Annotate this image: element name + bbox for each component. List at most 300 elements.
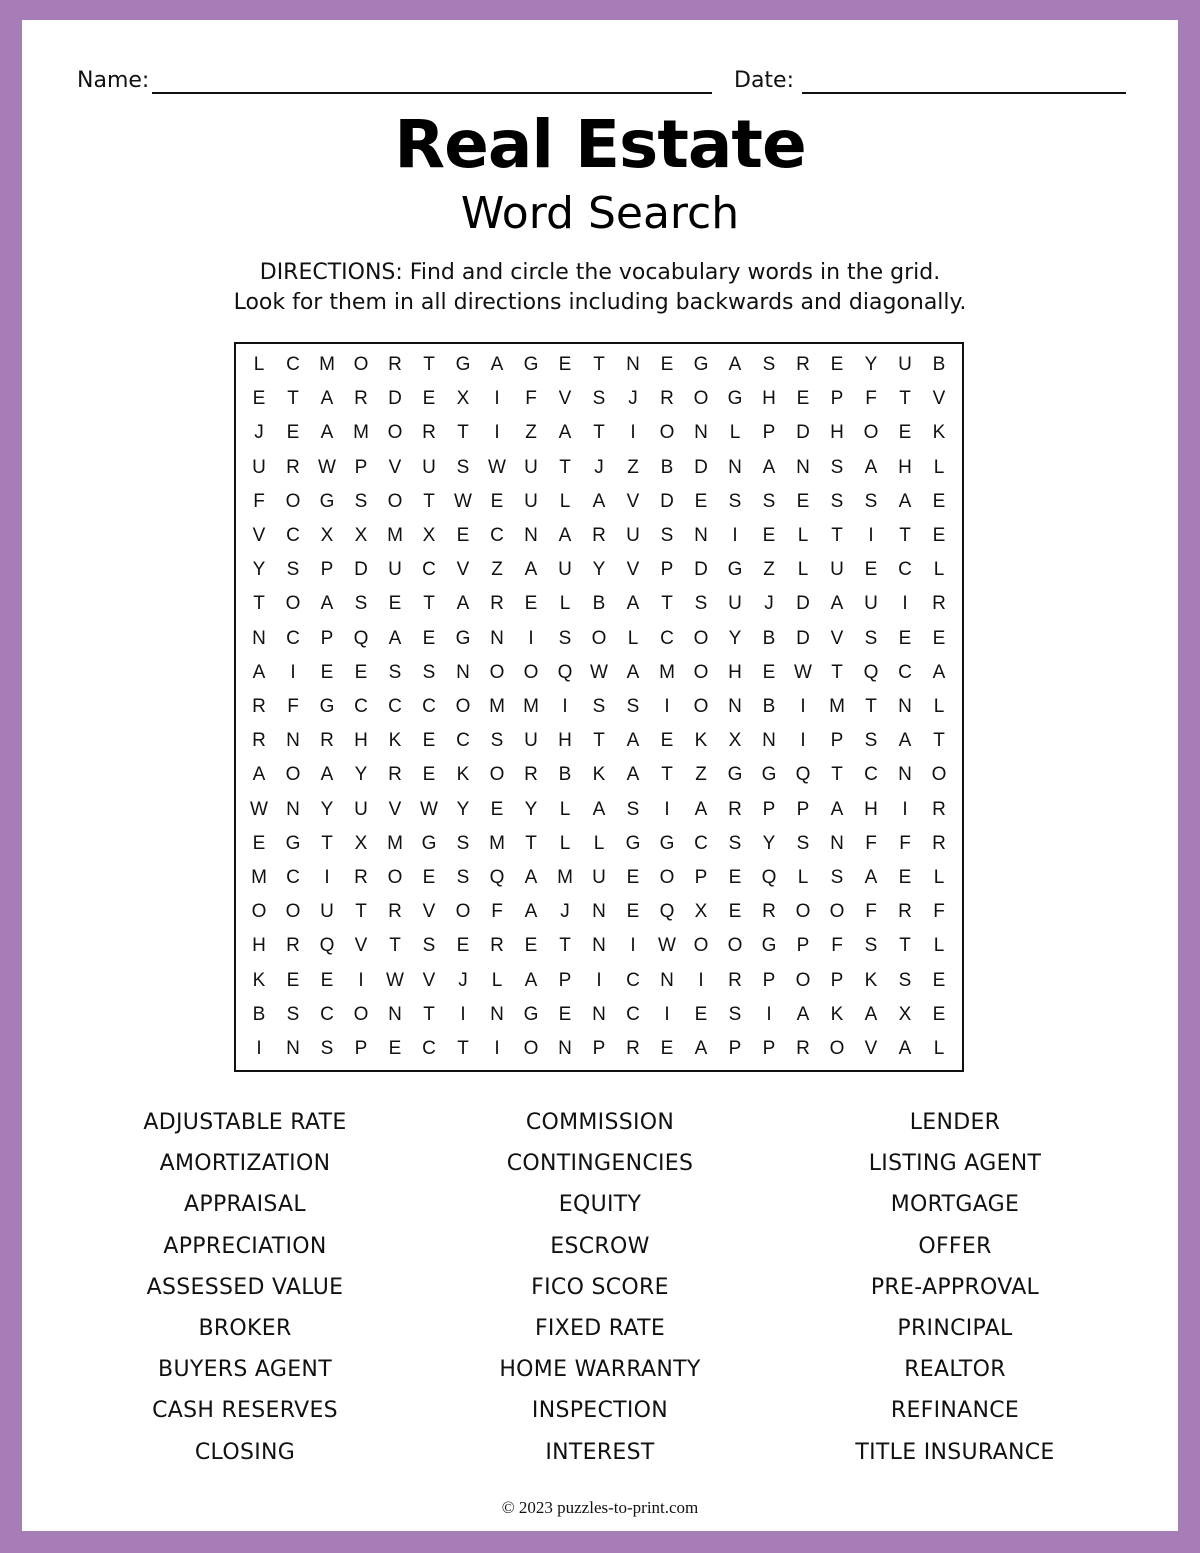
grid-letter[interactable]: L (933, 1037, 945, 1059)
grid-letter[interactable]: S (796, 832, 810, 854)
grid-letter[interactable]: F (865, 832, 877, 854)
grid-letter[interactable]: R (252, 730, 266, 752)
grid-letter[interactable]: P (762, 969, 776, 991)
grid-letter[interactable]: Y (354, 764, 368, 786)
grid-letter[interactable]: T (559, 456, 571, 478)
grid-letter[interactable]: K (388, 730, 402, 752)
grid-letter[interactable]: L (729, 422, 741, 444)
grid-letter[interactable]: N (898, 764, 912, 786)
grid-letter[interactable]: U (728, 593, 742, 615)
grid-letter[interactable]: A (864, 1003, 878, 1025)
grid-letter[interactable]: G (285, 832, 301, 854)
grid-letter[interactable]: S (354, 593, 368, 615)
grid-letter[interactable]: X (422, 525, 436, 547)
grid-letter[interactable]: K (456, 764, 470, 786)
grid-letter[interactable]: P (558, 969, 572, 991)
grid-letter[interactable]: O (285, 490, 301, 512)
grid-letter[interactable]: O (285, 764, 301, 786)
grid-letter[interactable]: B (762, 695, 776, 717)
grid-letter[interactable]: U (524, 730, 538, 752)
grid-letter[interactable]: O (693, 388, 709, 410)
grid-letter[interactable]: A (694, 1037, 708, 1059)
grid-letter[interactable]: C (626, 969, 640, 991)
grid-letter[interactable]: E (932, 1003, 946, 1025)
grid-letter[interactable]: Q (863, 661, 879, 683)
grid-letter[interactable]: M (489, 832, 505, 854)
grid-letter[interactable]: O (387, 866, 403, 888)
grid-letter[interactable]: L (797, 559, 809, 581)
grid-letter[interactable]: A (320, 764, 334, 786)
grid-letter[interactable]: E (558, 354, 572, 376)
grid-letter[interactable]: I (800, 730, 806, 752)
grid-letter[interactable]: O (727, 935, 743, 957)
grid-letter[interactable]: N (490, 627, 504, 649)
grid-letter[interactable]: F (865, 901, 877, 923)
grid-letter[interactable]: A (252, 764, 266, 786)
grid-letter[interactable]: R (388, 901, 402, 923)
grid-letter[interactable]: W (420, 798, 438, 820)
grid-letter[interactable]: V (456, 559, 470, 581)
grid-letter[interactable]: U (558, 559, 572, 581)
grid-letter[interactable]: S (422, 661, 436, 683)
grid-letter[interactable]: S (728, 832, 742, 854)
grid-letter[interactable]: I (630, 422, 636, 444)
grid-letter[interactable]: N (388, 1003, 402, 1025)
grid-letter[interactable]: P (694, 866, 708, 888)
grid-letter[interactable]: N (626, 354, 640, 376)
grid-letter[interactable]: V (558, 388, 572, 410)
grid-letter[interactable]: W (794, 661, 812, 683)
grid-letter[interactable]: A (592, 490, 606, 512)
grid-letter[interactable]: H (354, 730, 368, 752)
grid-letter[interactable]: J (764, 593, 774, 615)
grid-letter[interactable]: A (524, 901, 538, 923)
grid-letter[interactable]: L (797, 525, 809, 547)
grid-letter[interactable]: A (864, 866, 878, 888)
grid-letter[interactable]: G (727, 764, 743, 786)
grid-letter[interactable]: N (286, 798, 300, 820)
grid-letter[interactable]: C (898, 559, 912, 581)
grid-letter[interactable]: W (454, 490, 472, 512)
grid-letter[interactable]: P (354, 456, 368, 478)
grid-letter[interactable]: E (320, 969, 334, 991)
grid-letter[interactable]: E (422, 730, 436, 752)
date-field[interactable] (802, 92, 1126, 94)
grid-letter[interactable]: S (762, 490, 776, 512)
grid-letter[interactable]: P (796, 935, 810, 957)
grid-letter[interactable]: A (864, 456, 878, 478)
grid-letter[interactable]: U (524, 490, 538, 512)
grid-letter[interactable]: D (796, 627, 810, 649)
grid-letter[interactable]: M (387, 832, 403, 854)
grid-letter[interactable]: O (829, 1037, 845, 1059)
grid-letter[interactable]: J (628, 388, 638, 410)
grid-letter[interactable]: V (252, 525, 266, 547)
grid-letter[interactable]: A (626, 764, 640, 786)
grid-letter[interactable]: T (661, 764, 673, 786)
grid-letter[interactable]: G (727, 559, 743, 581)
grid-letter[interactable]: T (423, 593, 435, 615)
grid-letter[interactable]: A (762, 456, 776, 478)
grid-letter[interactable]: G (455, 627, 471, 649)
grid-letter[interactable]: W (318, 456, 336, 478)
grid-letter[interactable]: T (865, 695, 877, 717)
grid-letter[interactable]: F (253, 490, 265, 512)
grid-letter[interactable]: E (388, 593, 402, 615)
grid-letter[interactable]: E (694, 1003, 708, 1025)
grid-letter[interactable]: H (830, 422, 844, 444)
grid-letter[interactable]: U (422, 456, 436, 478)
grid-letter[interactable]: D (694, 456, 708, 478)
grid-letter[interactable]: M (489, 695, 505, 717)
grid-letter[interactable]: E (320, 661, 334, 683)
grid-letter[interactable]: R (354, 866, 368, 888)
grid-letter[interactable]: V (354, 935, 368, 957)
grid-letter[interactable]: I (732, 525, 738, 547)
grid-letter[interactable]: N (898, 695, 912, 717)
grid-letter[interactable]: B (932, 354, 946, 376)
grid-letter[interactable]: O (693, 935, 709, 957)
grid-letter[interactable]: I (902, 798, 908, 820)
grid-letter[interactable]: W (250, 798, 268, 820)
grid-letter[interactable]: P (592, 1037, 606, 1059)
grid-letter[interactable]: R (796, 1037, 810, 1059)
grid-letter[interactable]: D (796, 593, 810, 615)
grid-letter[interactable]: S (320, 1037, 334, 1059)
grid-letter[interactable]: N (558, 1037, 572, 1059)
grid-letter[interactable]: T (525, 832, 537, 854)
grid-letter[interactable]: U (320, 901, 334, 923)
grid-letter[interactable]: O (523, 1037, 539, 1059)
grid-letter[interactable]: E (490, 490, 504, 512)
grid-letter[interactable]: A (558, 422, 572, 444)
grid-letter[interactable]: I (290, 661, 296, 683)
grid-letter[interactable]: C (456, 730, 470, 752)
grid-letter[interactable]: F (525, 388, 537, 410)
grid-letter[interactable]: U (830, 559, 844, 581)
grid-letter[interactable]: P (354, 1037, 368, 1059)
grid-letter[interactable]: T (355, 901, 367, 923)
grid-letter[interactable]: Q (659, 901, 675, 923)
grid-letter[interactable]: N (252, 627, 266, 649)
grid-letter[interactable]: K (252, 969, 266, 991)
grid-letter[interactable]: G (659, 832, 675, 854)
grid-letter[interactable]: P (762, 798, 776, 820)
grid-letter[interactable]: O (659, 866, 675, 888)
grid-letter[interactable]: L (933, 695, 945, 717)
grid-letter[interactable]: A (898, 490, 912, 512)
grid-letter[interactable]: I (494, 422, 500, 444)
grid-letter[interactable]: I (630, 935, 636, 957)
grid-letter[interactable]: F (933, 901, 945, 923)
grid-letter[interactable]: S (422, 935, 436, 957)
grid-letter[interactable]: Y (320, 798, 334, 820)
grid-letter[interactable]: Q (761, 866, 777, 888)
grid-letter[interactable]: E (490, 798, 504, 820)
grid-letter[interactable]: O (285, 901, 301, 923)
grid-letter[interactable]: E (252, 388, 266, 410)
grid-letter[interactable]: A (592, 798, 606, 820)
grid-letter[interactable]: V (388, 798, 402, 820)
grid-letter[interactable]: D (796, 422, 810, 444)
grid-letter[interactable]: H (762, 388, 776, 410)
grid-letter[interactable]: G (761, 764, 777, 786)
grid-letter[interactable]: D (388, 388, 402, 410)
grid-letter[interactable]: M (829, 695, 845, 717)
grid-letter[interactable]: E (422, 866, 436, 888)
grid-letter[interactable]: O (489, 661, 505, 683)
grid-letter[interactable]: E (456, 525, 470, 547)
grid-letter[interactable]: A (320, 422, 334, 444)
grid-letter[interactable]: Y (728, 627, 742, 649)
grid-letter[interactable]: E (864, 559, 878, 581)
grid-letter[interactable]: N (592, 935, 606, 957)
grid-letter[interactable]: C (864, 764, 878, 786)
grid-letter[interactable]: S (456, 832, 470, 854)
grid-letter[interactable]: N (694, 422, 708, 444)
grid-letter[interactable]: H (728, 661, 742, 683)
grid-letter[interactable]: O (795, 901, 811, 923)
grid-letter[interactable]: C (898, 661, 912, 683)
grid-letter[interactable]: A (898, 1037, 912, 1059)
grid-letter[interactable]: A (626, 661, 640, 683)
grid-letter[interactable]: D (660, 490, 674, 512)
grid-letter[interactable]: O (353, 354, 369, 376)
grid-letter[interactable]: E (796, 490, 810, 512)
grid-letter[interactable]: A (898, 730, 912, 752)
grid-letter[interactable]: S (388, 661, 402, 683)
grid-letter[interactable]: G (421, 832, 437, 854)
grid-letter[interactable]: S (898, 969, 912, 991)
grid-letter[interactable]: M (387, 525, 403, 547)
grid-letter[interactable]: F (831, 935, 843, 957)
grid-letter[interactable]: L (559, 490, 571, 512)
grid-letter[interactable]: A (830, 593, 844, 615)
grid-letter[interactable]: N (524, 525, 538, 547)
grid-letter[interactable]: I (528, 627, 534, 649)
grid-letter[interactable]: C (286, 866, 300, 888)
grid-letter[interactable]: N (592, 901, 606, 923)
grid-letter[interactable]: O (659, 422, 675, 444)
grid-letter[interactable]: Q (319, 935, 335, 957)
grid-letter[interactable]: T (933, 730, 945, 752)
grid-letter[interactable]: S (456, 866, 470, 888)
grid-letter[interactable]: R (320, 730, 334, 752)
grid-letter[interactable]: E (728, 901, 742, 923)
grid-letter[interactable]: U (626, 525, 640, 547)
grid-letter[interactable]: H (864, 798, 878, 820)
grid-letter[interactable]: I (664, 695, 670, 717)
grid-letter[interactable]: P (830, 730, 844, 752)
grid-letter[interactable]: A (558, 525, 572, 547)
grid-letter[interactable]: R (252, 695, 266, 717)
grid-letter[interactable]: A (626, 730, 640, 752)
grid-letter[interactable]: W (386, 969, 404, 991)
grid-letter[interactable]: S (592, 695, 606, 717)
grid-letter[interactable]: J (560, 901, 570, 923)
grid-letter[interactable]: D (354, 559, 368, 581)
grid-letter[interactable]: A (626, 593, 640, 615)
grid-letter[interactable]: C (422, 695, 436, 717)
grid-letter[interactable]: E (388, 1037, 402, 1059)
grid-letter[interactable]: E (762, 525, 776, 547)
grid-letter[interactable]: V (864, 1037, 878, 1059)
grid-letter[interactable]: R (354, 388, 368, 410)
grid-letter[interactable]: Z (695, 764, 707, 786)
grid-letter[interactable]: S (864, 935, 878, 957)
grid-letter[interactable]: O (795, 969, 811, 991)
grid-letter[interactable]: V (422, 969, 436, 991)
grid-letter[interactable]: S (728, 490, 742, 512)
grid-letter[interactable]: R (388, 354, 402, 376)
grid-letter[interactable]: T (831, 525, 843, 547)
grid-letter[interactable]: C (626, 1003, 640, 1025)
grid-letter[interactable]: U (898, 354, 912, 376)
grid-letter[interactable]: I (664, 798, 670, 820)
grid-letter[interactable]: T (253, 593, 265, 615)
grid-letter[interactable]: I (256, 1037, 262, 1059)
grid-letter[interactable]: V (626, 559, 640, 581)
grid-letter[interactable]: X (456, 388, 470, 410)
grid-letter[interactable]: L (593, 832, 605, 854)
grid-letter[interactable]: T (661, 593, 673, 615)
grid-letter[interactable]: X (354, 525, 368, 547)
grid-letter[interactable]: J (458, 969, 468, 991)
grid-letter[interactable]: E (422, 627, 436, 649)
grid-letter[interactable]: A (830, 798, 844, 820)
grid-letter[interactable]: S (558, 627, 572, 649)
grid-letter[interactable]: N (728, 456, 742, 478)
grid-letter[interactable]: X (354, 832, 368, 854)
grid-letter[interactable]: X (898, 1003, 912, 1025)
grid-letter[interactable]: Y (592, 559, 606, 581)
grid-letter[interactable]: P (762, 422, 776, 444)
grid-letter[interactable]: S (490, 730, 504, 752)
grid-letter[interactable]: P (830, 969, 844, 991)
grid-letter[interactable]: Y (456, 798, 470, 820)
grid-letter[interactable]: O (285, 593, 301, 615)
grid-letter[interactable]: G (523, 354, 539, 376)
grid-letter[interactable]: T (457, 422, 469, 444)
grid-letter[interactable]: A (932, 661, 946, 683)
grid-letter[interactable]: F (491, 901, 503, 923)
grid-letter[interactable]: T (423, 1003, 435, 1025)
grid-letter[interactable]: I (868, 525, 874, 547)
grid-letter[interactable]: E (728, 866, 742, 888)
grid-letter[interactable]: R (490, 593, 504, 615)
grid-letter[interactable]: T (831, 661, 843, 683)
grid-letter[interactable]: O (523, 661, 539, 683)
grid-letter[interactable]: R (286, 935, 300, 957)
grid-letter[interactable]: C (286, 354, 300, 376)
grid-letter[interactable]: O (693, 627, 709, 649)
grid-letter[interactable]: N (660, 969, 674, 991)
grid-letter[interactable]: S (592, 388, 606, 410)
grid-letter[interactable]: S (456, 456, 470, 478)
grid-letter[interactable]: T (321, 832, 333, 854)
grid-letter[interactable]: V (932, 388, 946, 410)
grid-letter[interactable]: O (693, 661, 709, 683)
grid-letter[interactable]: G (319, 490, 335, 512)
grid-letter[interactable]: Q (557, 661, 573, 683)
grid-letter[interactable]: Q (353, 627, 369, 649)
grid-letter[interactable]: R (592, 525, 606, 547)
grid-letter[interactable]: I (596, 969, 602, 991)
grid-letter[interactable]: M (523, 695, 539, 717)
grid-letter[interactable]: E (252, 832, 266, 854)
grid-letter[interactable]: T (559, 935, 571, 957)
grid-letter[interactable]: A (320, 593, 334, 615)
grid-letter[interactable]: G (693, 354, 709, 376)
grid-letter[interactable]: U (864, 593, 878, 615)
grid-letter[interactable]: T (457, 1037, 469, 1059)
grid-letter[interactable]: E (932, 969, 946, 991)
grid-letter[interactable]: B (762, 627, 776, 649)
grid-letter[interactable]: A (796, 1003, 810, 1025)
grid-letter[interactable]: E (830, 354, 844, 376)
grid-letter[interactable]: Y (864, 354, 878, 376)
grid-letter[interactable]: I (494, 1037, 500, 1059)
grid-letter[interactable]: U (252, 456, 266, 478)
grid-letter[interactable]: L (933, 559, 945, 581)
grid-letter[interactable]: E (286, 422, 300, 444)
grid-letter[interactable]: I (800, 695, 806, 717)
grid-letter[interactable]: A (524, 559, 538, 581)
name-field[interactable] (152, 92, 712, 94)
grid-letter[interactable]: K (592, 764, 606, 786)
grid-letter[interactable]: X (320, 525, 334, 547)
grid-letter[interactable]: E (626, 866, 640, 888)
grid-letter[interactable]: E (898, 866, 912, 888)
grid-letter[interactable]: B (592, 593, 606, 615)
grid-letter[interactable]: L (559, 832, 571, 854)
grid-letter[interactable]: C (286, 525, 300, 547)
grid-letter[interactable]: O (387, 422, 403, 444)
grid-letter[interactable]: T (593, 354, 605, 376)
grid-letter[interactable]: G (319, 695, 335, 717)
grid-letter[interactable]: R (660, 388, 674, 410)
grid-letter[interactable]: P (320, 627, 334, 649)
grid-letter[interactable]: B (660, 456, 674, 478)
grid-letter[interactable]: B (252, 1003, 266, 1025)
grid-letter[interactable]: E (898, 422, 912, 444)
grid-letter[interactable]: M (557, 866, 573, 888)
grid-letter[interactable]: E (932, 490, 946, 512)
grid-letter[interactable]: T (593, 730, 605, 752)
grid-letter[interactable]: E (422, 764, 436, 786)
grid-letter[interactable]: Z (491, 559, 503, 581)
grid-letter[interactable]: E (796, 388, 810, 410)
grid-letter[interactable]: L (559, 798, 571, 820)
grid-letter[interactable]: G (625, 832, 641, 854)
grid-letter[interactable]: U (354, 798, 368, 820)
grid-letter[interactable]: T (389, 935, 401, 957)
grid-letter[interactable]: N (490, 1003, 504, 1025)
grid-letter[interactable]: G (727, 388, 743, 410)
grid-letter[interactable]: B (558, 764, 572, 786)
grid-letter[interactable]: S (286, 559, 300, 581)
grid-letter[interactable]: L (797, 866, 809, 888)
grid-letter[interactable]: C (388, 695, 402, 717)
grid-letter[interactable]: R (626, 1037, 640, 1059)
grid-letter[interactable]: T (423, 490, 435, 512)
grid-letter[interactable]: U (524, 456, 538, 478)
grid-letter[interactable]: I (562, 695, 568, 717)
grid-letter[interactable]: A (694, 798, 708, 820)
grid-letter[interactable]: C (422, 1037, 436, 1059)
grid-letter[interactable]: E (558, 1003, 572, 1025)
grid-letter[interactable]: U (388, 559, 402, 581)
